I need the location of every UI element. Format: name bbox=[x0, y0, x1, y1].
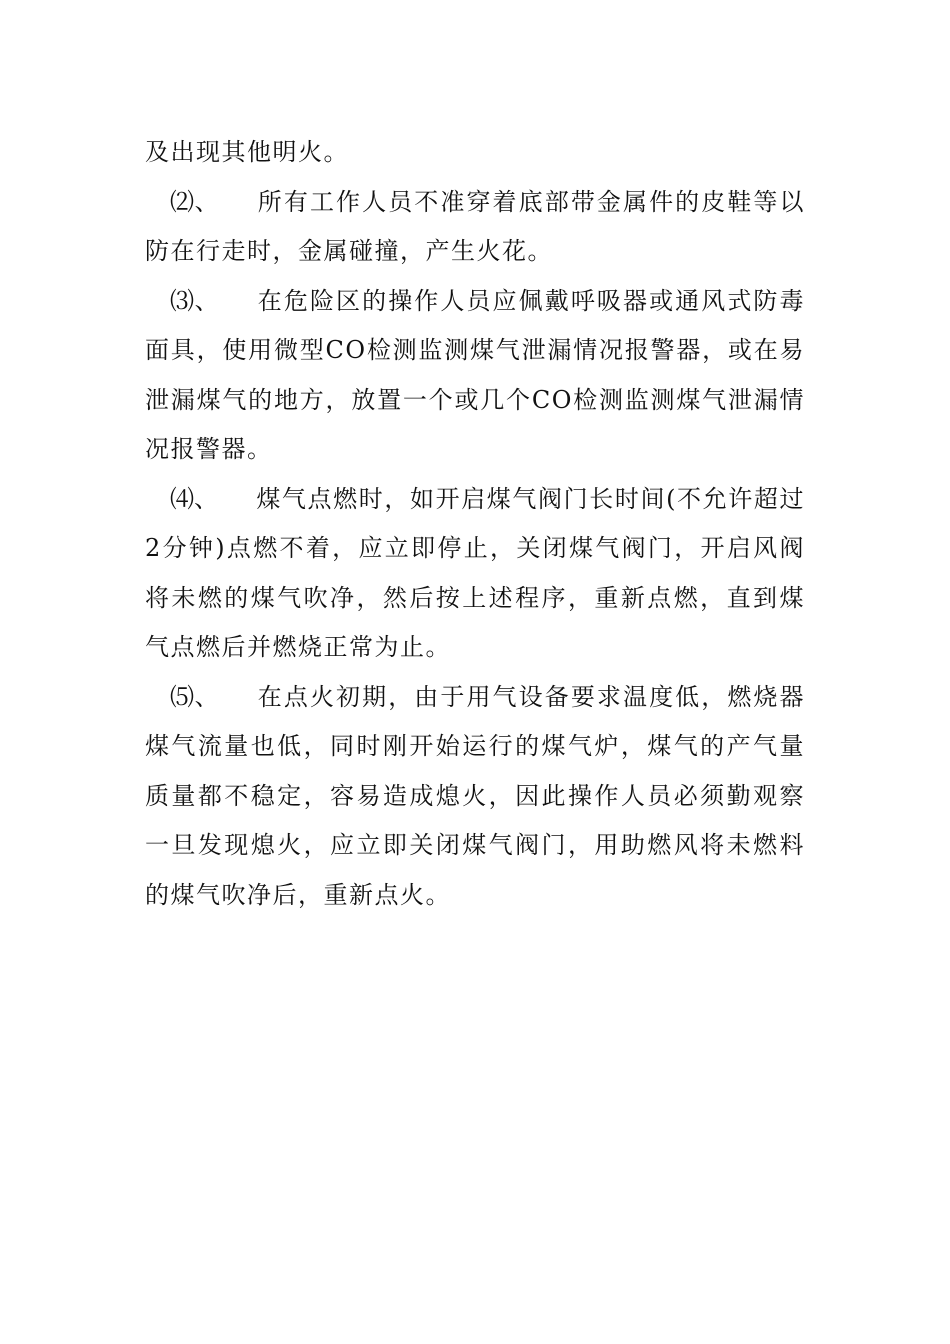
paragraph-text: 所有工作人员不准穿着底部带金属件的皮鞋等以防在行走时，金属碰撞，产生火花。 bbox=[145, 187, 806, 265]
document-body bbox=[145, 128, 805, 920]
paragraph-item-5 bbox=[145, 673, 805, 921]
paragraph-text: 及出现其他明火。 bbox=[145, 138, 349, 166]
paragraph-number: ⑵、 bbox=[170, 187, 220, 216]
paragraph-item-3 bbox=[145, 277, 805, 475]
paragraph-item-4 bbox=[145, 475, 805, 673]
paragraph-text: 在点火初期，由于用气设备要求温度低，燃烧器煤气流量也低，同时刚开始运行的煤气炉，煤气的产气量质量都不稳定，容易造成熄火，因此操作人员必须勤观察一旦发现熄火，应立即关闭煤气阀门，用助燃风将未燃料的煤气吹净后，重新点火。 bbox=[145, 682, 806, 909]
paragraph-number: ⑷、 bbox=[170, 484, 219, 513]
paragraph-number: ⑶、 bbox=[170, 286, 220, 315]
paragraph-text: 在危险区的操作人员应佩戴呼吸器或通风式防毒面具，使用微型CO检测监测煤气泄漏情况报警器，或在易泄漏煤气的地方，放置一个或几个CO检测监测煤气泄漏情况报警器。 bbox=[145, 286, 806, 463]
paragraph-text: 煤气点燃时，如开启煤气阀门长时间(不允许超过2分钟)点燃不着，应立即停止，关闭煤气阀门，开启风阀将未燃的煤气吹净，然后按上述程序，重新点燃，直到煤气点燃后并燃烧正常为止。 bbox=[145, 484, 805, 661]
paragraph-continuation bbox=[145, 128, 805, 178]
paragraph-number: ⑸、 bbox=[170, 682, 220, 711]
paragraph-item-2 bbox=[145, 178, 805, 277]
